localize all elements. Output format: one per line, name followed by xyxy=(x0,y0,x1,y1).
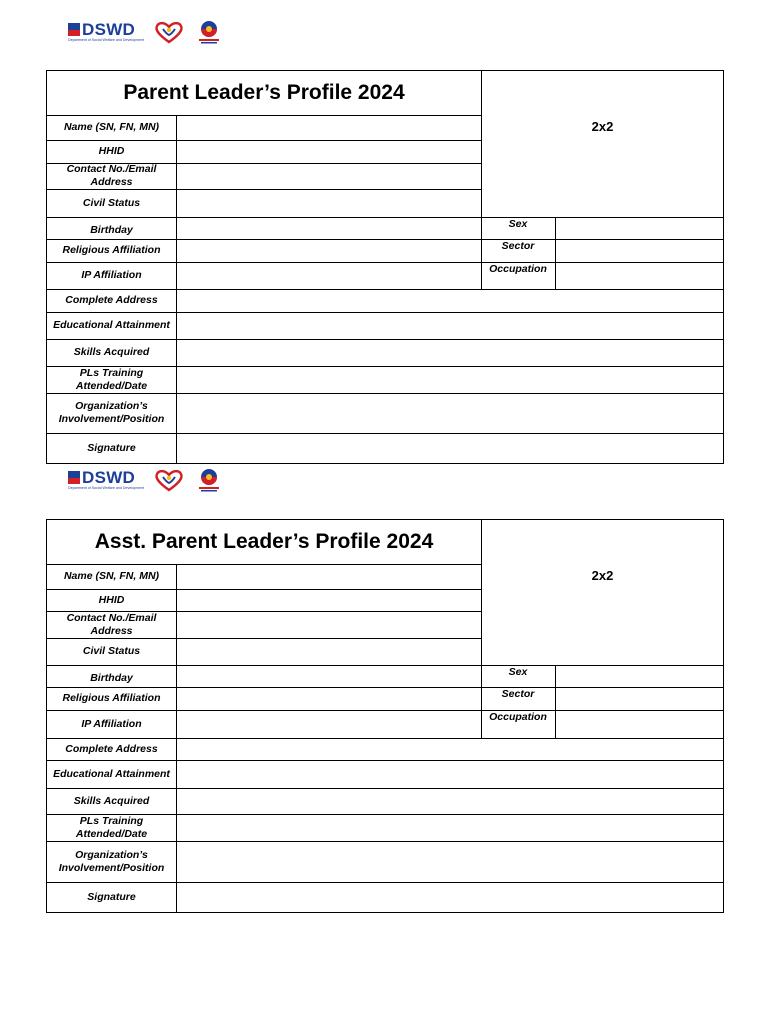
dswd-subtitle: Department of Social Welfare and Development xyxy=(68,485,145,490)
dswd-subtitle: Department of Social Welfare and Development xyxy=(68,37,145,42)
photo-2x2-box xyxy=(481,71,724,217)
heart-hands-icon xyxy=(154,20,184,44)
signature-field[interactable] xyxy=(177,883,724,913)
skills-field[interactable] xyxy=(177,340,724,366)
address-field[interactable] xyxy=(177,739,724,760)
label-name: Name (SN, FN, MN) xyxy=(63,570,160,582)
form-title: Parent Leader’s Profile 2024 xyxy=(123,81,405,104)
sector-field[interactable] xyxy=(556,240,724,262)
label-training: PLs Training Attended/Date xyxy=(75,814,148,840)
label-training: PLs Training Attended/Date xyxy=(75,366,148,392)
label-sex: Sex xyxy=(508,218,528,230)
bagong-pilipinas-icon xyxy=(194,467,224,493)
photo-label: 2x2 xyxy=(591,118,614,134)
label-birthday: Birthday xyxy=(90,671,133,684)
photo-label: 2x2 xyxy=(591,567,614,583)
occupation-field[interactable] xyxy=(556,711,724,738)
dswd-logo xyxy=(68,467,145,490)
logo-strip-middle xyxy=(68,467,224,493)
birthday-field[interactable] xyxy=(177,666,481,687)
training-field[interactable] xyxy=(177,815,724,841)
name-field[interactable] xyxy=(177,565,481,589)
label-occupation: Occupation xyxy=(489,711,547,723)
label-education: Educational Attainment xyxy=(53,767,170,780)
hhid-field[interactable] xyxy=(177,141,481,163)
dswd-flag-icon xyxy=(68,23,80,36)
label-civil-status: Civil Status xyxy=(82,196,141,209)
label-religious: Religious Affiliation xyxy=(62,244,161,256)
heart-hands-icon xyxy=(154,468,184,492)
label-education: Educational Attainment xyxy=(53,319,170,331)
label-organization: Organization’s Involvement/Position xyxy=(58,400,165,425)
religious-field[interactable] xyxy=(177,240,481,262)
dswd-flag-icon xyxy=(68,471,80,484)
label-skills: Skills Acquired xyxy=(73,346,150,358)
parent-leader-profile-form xyxy=(46,70,724,464)
label-address: Complete Address xyxy=(65,294,158,306)
label-organization: Organization’s Involvement/Position xyxy=(58,848,165,874)
label-skills: Skills Acquired xyxy=(73,794,150,807)
label-address: Complete Address xyxy=(65,742,158,755)
label-civil-status: Civil Status xyxy=(82,645,141,657)
civil-status-field[interactable] xyxy=(177,639,481,665)
label-ip: IP Affiliation xyxy=(81,717,142,730)
organization-field[interactable] xyxy=(177,842,724,882)
ip-field[interactable] xyxy=(177,263,481,289)
label-hhid: HHID xyxy=(98,145,125,157)
civil-status-field[interactable] xyxy=(177,190,481,217)
logo-strip-top xyxy=(68,19,224,45)
name-field[interactable] xyxy=(177,116,481,140)
dswd-logo xyxy=(68,19,145,42)
label-sector: Sector xyxy=(501,688,535,700)
label-sector: Sector xyxy=(501,240,535,252)
dswd-wordmark: DSWD xyxy=(82,467,136,487)
ip-field[interactable] xyxy=(177,711,481,738)
education-field[interactable] xyxy=(177,313,724,339)
birthday-field[interactable] xyxy=(177,218,481,239)
signature-field[interactable] xyxy=(177,434,724,464)
label-ip: IP Affiliation xyxy=(81,269,142,281)
label-contact: Contact No./Email Address xyxy=(66,163,157,188)
address-field[interactable] xyxy=(177,290,724,312)
photo-2x2-box xyxy=(481,520,724,666)
label-name: Name (SN, FN, MN) xyxy=(63,121,160,133)
dswd-wordmark: DSWD xyxy=(82,19,136,39)
sector-field[interactable] xyxy=(556,688,724,710)
occupation-field[interactable] xyxy=(556,263,724,289)
label-hhid: HHID xyxy=(98,593,125,606)
religious-field[interactable] xyxy=(177,688,481,710)
sex-field[interactable] xyxy=(556,218,724,239)
contact-field[interactable] xyxy=(177,164,481,189)
label-contact: Contact No./Email Address xyxy=(66,611,157,637)
hhid-field[interactable] xyxy=(177,590,481,611)
skills-field[interactable] xyxy=(177,789,724,814)
asst-parent-leader-profile-form xyxy=(46,519,724,913)
sex-field[interactable] xyxy=(556,666,724,687)
organization-field[interactable] xyxy=(177,394,724,433)
label-religious: Religious Affiliation xyxy=(62,692,161,704)
training-field[interactable] xyxy=(177,367,724,393)
label-sex: Sex xyxy=(508,666,528,678)
label-occupation: Occupation xyxy=(489,263,547,275)
education-field[interactable] xyxy=(177,761,724,788)
label-signature: Signature xyxy=(87,891,136,903)
bagong-pilipinas-icon xyxy=(194,19,224,45)
label-signature: Signature xyxy=(87,442,136,454)
label-birthday: Birthday xyxy=(90,223,133,236)
form-title: Asst. Parent Leader’s Profile 2024 xyxy=(94,530,434,553)
contact-field[interactable] xyxy=(177,612,481,638)
